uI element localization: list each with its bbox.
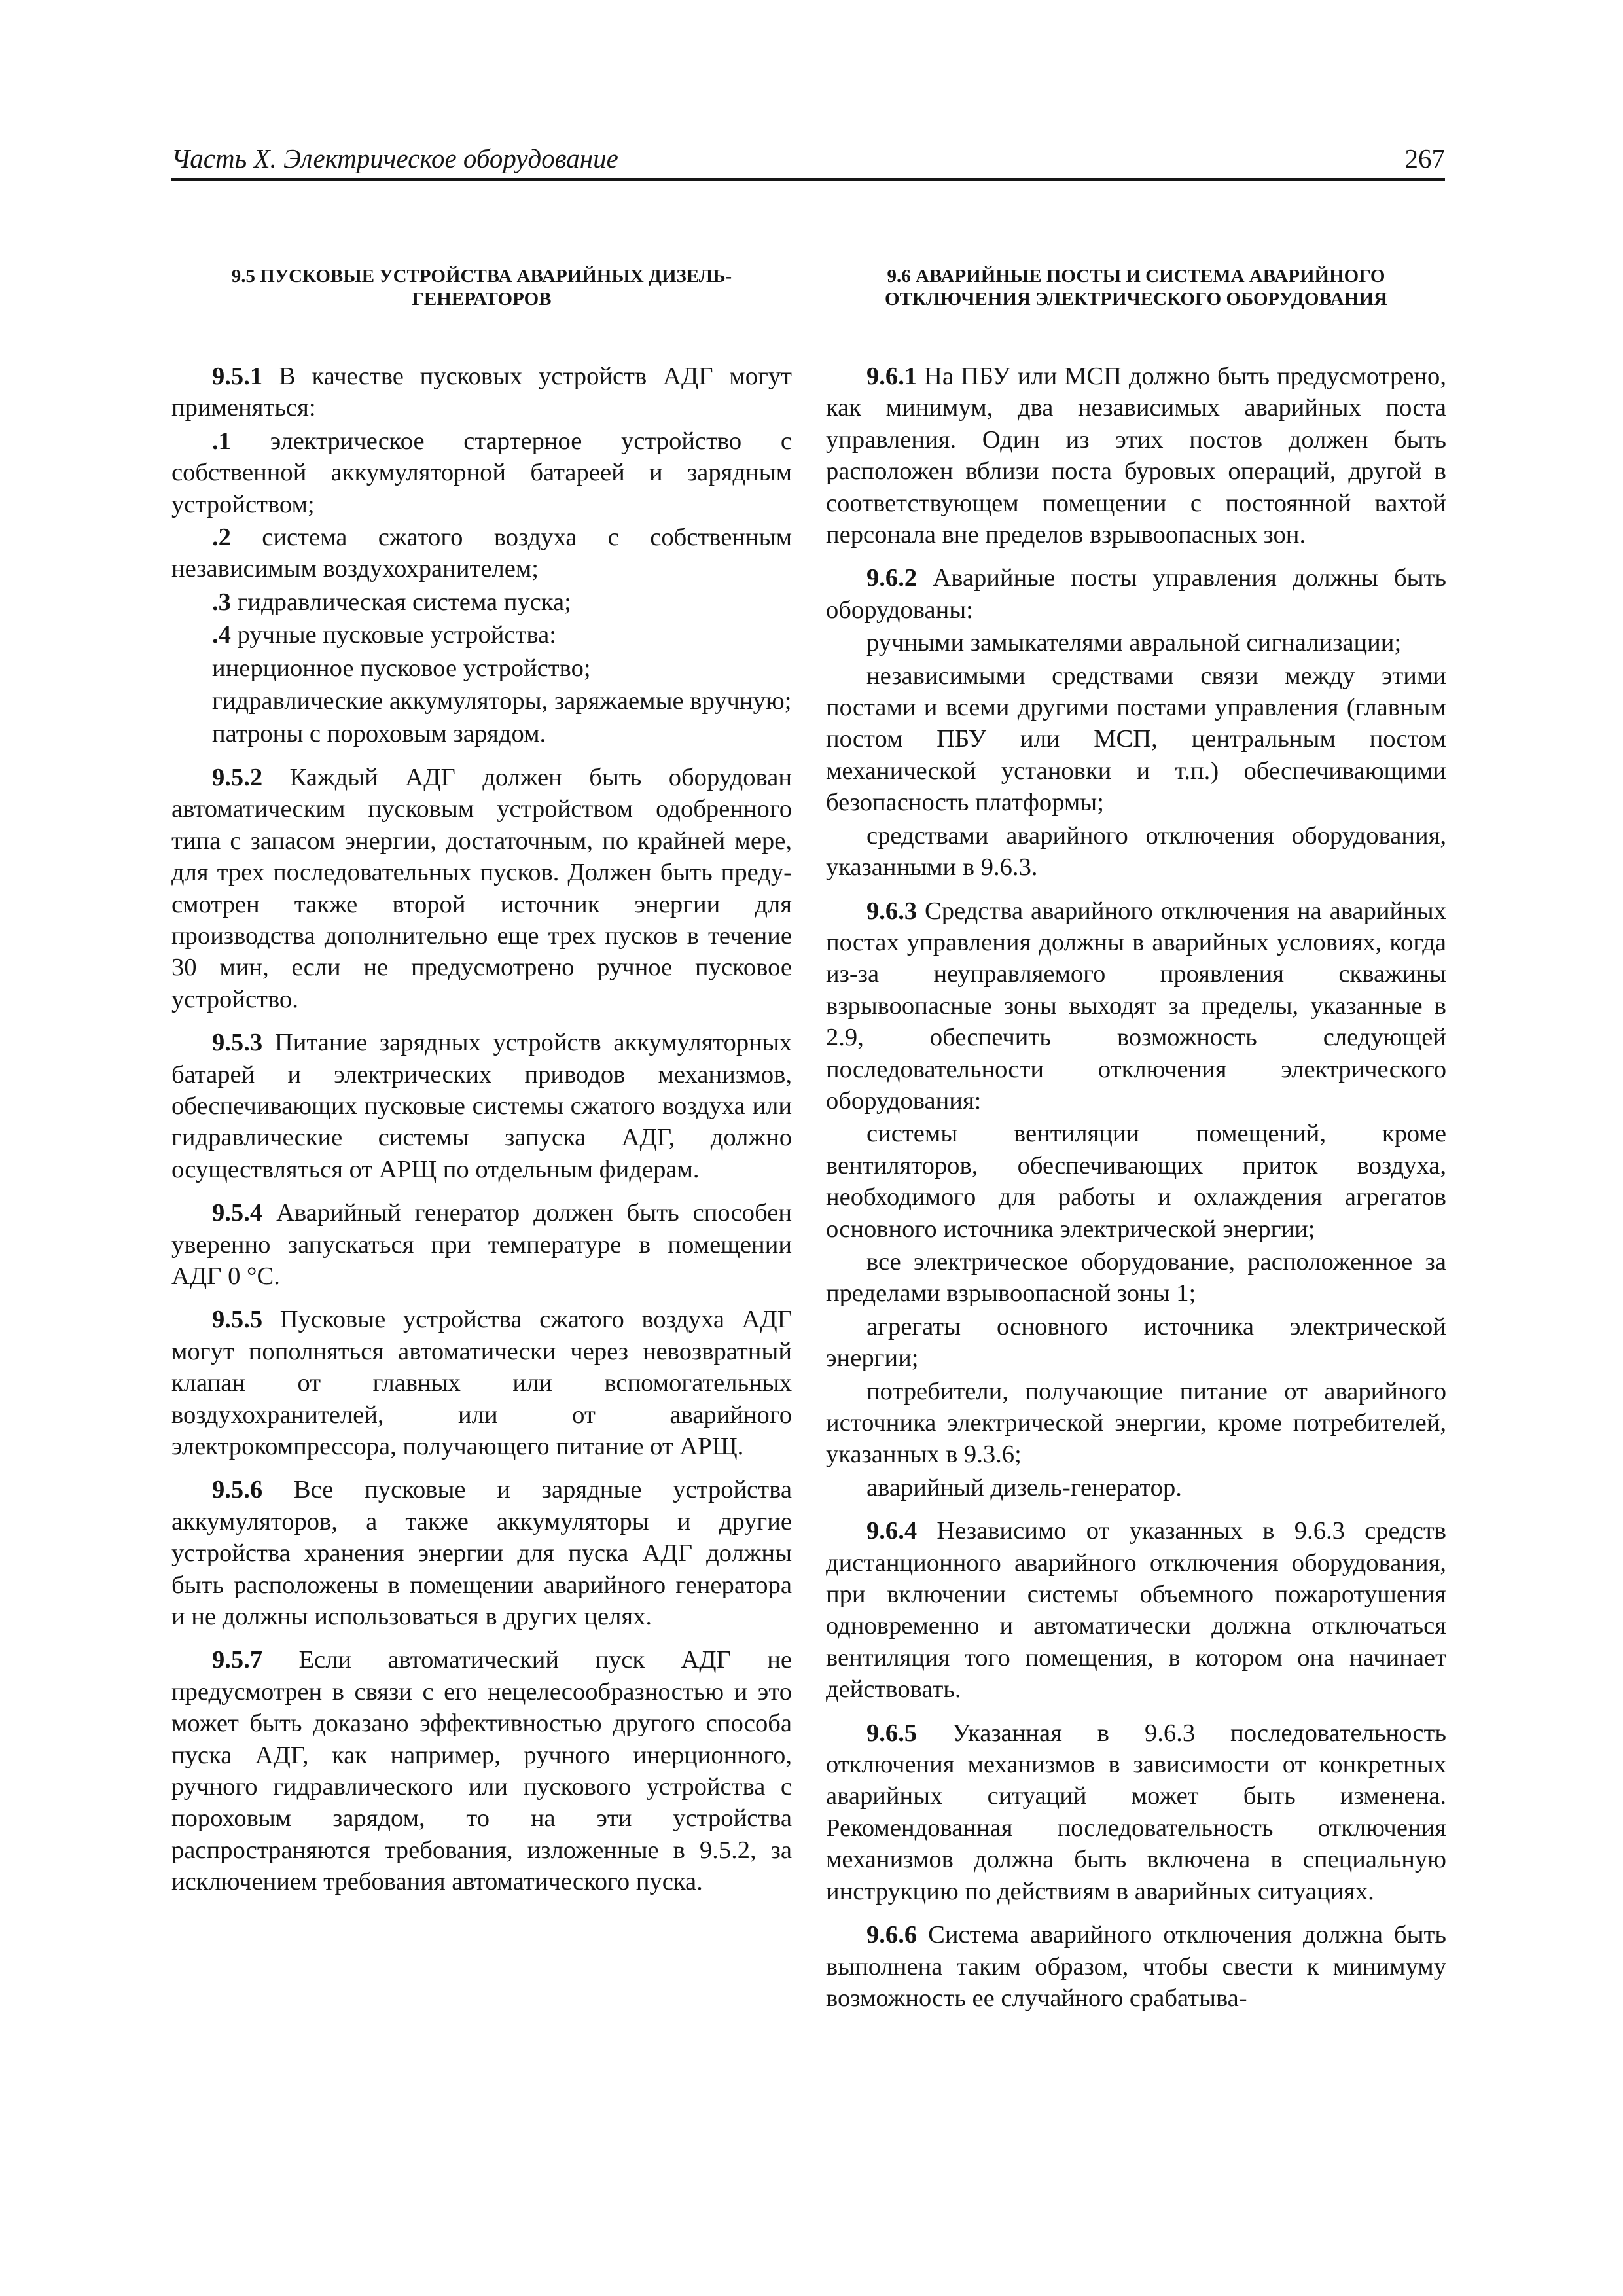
paragraph <box>826 1919 1446 2014</box>
clause-number: 9.5.5 <box>212 1306 263 1334</box>
paragraph-text: независимыми средствами связи между этими постами и всеми другими постами управления (главным постом ПБУ или МСП, центральным постом механической установки и т.п.) обеспечивающими безопасность платформы; <box>826 662 1446 817</box>
paragraph-text: ручные пусковые устройства: <box>230 621 556 649</box>
running-header <box>171 139 1445 181</box>
left-column <box>171 265 792 1899</box>
clause-number: 9.6.3 <box>866 897 918 925</box>
paragraph <box>826 562 1446 626</box>
paragraph-text: аварийный дизель-генератор. <box>866 1473 1182 1501</box>
paragraph <box>826 361 1446 550</box>
header-title: Часть X. Электрическое оборудование <box>171 143 618 173</box>
paragraph-text: Аварийные посты управления должны быть оборудованы: <box>826 564 1446 624</box>
clause-number: 9.5.7 <box>212 1646 263 1674</box>
paragraph-text: Система аварийного отключения должна быть выполнена таким образом, чтобы свести к минимуму возможность ее случайного срабатыва- <box>826 1921 1446 2012</box>
paragraph-text: Аварийный генератор должен быть способен уверенно запускаться при температуре в помещении АДГ 0 °С. <box>171 1199 792 1290</box>
paragraph-text: потребители, получающие питание от аварийного источника электрической энергии, кроме потребителей, указанных в 9.3.6; <box>826 1377 1446 1469</box>
paragraph <box>171 619 792 651</box>
paragraph <box>826 1311 1446 1374</box>
paragraph-text: Средства аварийного отключения на аварийных постах управления должны в аварийных условиях, когда из-за неуправляемого проявления скважины взрывоопасные зоны выходят за пределы, указанные в 2.9, обеспечить возможность следующей последовательности отключения электрического оборудования: <box>826 897 1446 1115</box>
paragraph-text: Если автоматический пуск АДГ не предусмотрен в связи с его нецелесообразностью и это может быть доказано эффективностью другого способа пуска АДГ, как например, ручного инерционного, ручного гидравлического или пускового устройства с пороховым зарядом, то на эти устройства распространяются требования, изложенные в 9.5.2, за исключением требования автоматического пуска. <box>171 1646 792 1896</box>
paragraph <box>826 1515 1446 1705</box>
section-title-9-5: 9.5 ПУСКОВЫЕ УСТРОЙСТВА АВАРИЙНЫХ ДИЗЕЛЬ-ГЕНЕРАТОРОВ <box>231 266 732 310</box>
paragraph-text: На ПБУ или МСП должно быть предусмотрено, как минимум, два независимых аварийных поста управления. Один из этих постов должен быть расположен вблизи поста буровых операций, другой в соответствующем помещении с постоянной вахтой персонала вне пределов взрывоопасных зон. <box>826 363 1446 549</box>
paragraph <box>826 1246 1446 1310</box>
paragraph <box>826 660 1446 819</box>
paragraph <box>171 718 792 749</box>
paragraph-text: Независимо от указанных в 9.6.3 средств дистанционного аварийного отключения оборудования, при включении системы объемного пожаротушения одновременно и автоматически должна отключаться вентиляция того помещения, в котором она начинает действовать. <box>826 1517 1446 1704</box>
paragraph-text: средствами аварийного отключения оборудования, указанными в 9.6.3. <box>826 821 1446 882</box>
paragraph <box>171 762 792 1015</box>
paragraph <box>826 820 1446 884</box>
paragraph <box>171 653 792 684</box>
paragraph-text: гидравлические аккумуляторы, заряжаемые вручную; <box>212 687 792 715</box>
clause-number: .4 <box>212 621 231 649</box>
paragraph <box>826 1717 1446 1907</box>
paragraph <box>171 1027 792 1185</box>
paragraph-text: электрическое стартерное устройство с собственной аккумуляторной батареей и зарядным устройством; <box>171 427 792 518</box>
paragraph <box>826 1376 1446 1471</box>
paragraph-text: Каждый АДГ должен быть оборудован автоматическим пусковым устройством одобренного типа с запасом энергии, достаточным, по крайней мере, для трех последовательных пусков. Должен быть преду-смотрен также второй источник энергии для производства дополнительно еще трех пусков в течение 30 мин, если не предусмотрено ручное пусковое устройство. <box>171 763 792 1013</box>
clause-number: 9.5.1 <box>212 363 263 390</box>
clause-number: 9.6.4 <box>866 1517 918 1545</box>
paragraph <box>171 1304 792 1462</box>
paragraph-text: агрегаты основного источника электрической энергии; <box>826 1312 1446 1372</box>
right-column <box>826 265 1446 2015</box>
paragraph-text: все электрическое оборудование, расположенное за пределами взрывоопасной зоны 1; <box>826 1247 1446 1308</box>
paragraph <box>171 586 792 618</box>
paragraph-text: В качестве пусковых устройств АДГ могут применяться: <box>171 363 792 422</box>
paragraph-text: Все пусковые и зарядные устройства аккумуляторов, а также аккумуляторы и другие устройства хранения энергии для пуска АДГ должны быть расположены в помещении аварийного генератора и не должны использоваться в других целях. <box>171 1476 792 1631</box>
paragraph-text: Пусковые устройства сжатого воздуха АДГ могут пополняться автоматически через невозвратный клапан от главных или вспомогательных воздухохранителей, или от аварийного электрокомпрессора, получающего питание от АРЩ. <box>171 1306 792 1460</box>
paragraph <box>171 1644 792 1897</box>
clause-number: 9.6.5 <box>866 1719 918 1747</box>
paragraph-text: инерционное пусковое устройство; <box>212 654 591 682</box>
clause-number: .3 <box>212 588 231 616</box>
paragraph-text: Питание зарядных устройств аккумуляторных батарей и электрических приводов механизмов, обеспечивающих пусковые системы сжатого воздуха или гидравлические системы запуска АДГ, должно осуществляться от АРЩ по отдельным фидерам. <box>171 1029 792 1183</box>
clause-number: 9.6.2 <box>866 564 918 592</box>
paragraph <box>826 895 1446 1117</box>
paragraph-text: Указанная в 9.6.3 последовательность отключения механизмов в зависимости от конкретных аварийных ситуаций может быть изменена. Рекомендованная последовательность отключения механизмов должна быть включена в специальную инструкцию по действиям в аварийных ситуациях. <box>826 1719 1446 1905</box>
paragraph <box>826 1472 1446 1503</box>
paragraph-text: системы вентиляции помещений, кроме вентиляторов, обеспечивающих приток воздуха, необходимого для работы и охлаждения агрегатов основного источника электрической энергии; <box>826 1120 1446 1243</box>
clause-number: 9.6.1 <box>866 363 918 390</box>
paragraph-text: система сжатого воздуха с собственным независимым воздухохранителем; <box>171 524 792 583</box>
paragraph <box>171 361 792 424</box>
clause-number: 9.5.2 <box>212 763 263 791</box>
page-number: 267 <box>1404 143 1445 173</box>
paragraph <box>171 522 792 585</box>
clause-number: 9.6.6 <box>866 1921 918 1949</box>
paragraph <box>171 1474 792 1632</box>
paragraph <box>171 425 792 520</box>
clause-number: .2 <box>212 524 231 552</box>
section-title-9-6: 9.6 АВАРИЙНЫЕ ПОСТЫ И СИСТЕМА АВАРИЙНОГО ОТКЛЮЧЕНИЯ ЭЛЕКТРИЧЕСКОГО ОБОРУДОВАНИЯ <box>885 266 1387 310</box>
paragraph-text: ручными замыкателями авральной сигнализации; <box>866 629 1402 657</box>
paragraph <box>171 685 792 717</box>
paragraph <box>826 1118 1446 1245</box>
clause-number: 9.5.3 <box>212 1029 263 1057</box>
clause-number: 9.5.6 <box>212 1476 263 1504</box>
clause-number: 9.5.4 <box>212 1199 263 1227</box>
paragraph-text: гидравлическая система пуска; <box>230 588 571 616</box>
paragraph-text: патроны с пороховым зарядом. <box>212 720 546 748</box>
clause-number: .1 <box>212 427 231 455</box>
paragraph <box>826 627 1446 658</box>
paragraph <box>171 1197 792 1292</box>
